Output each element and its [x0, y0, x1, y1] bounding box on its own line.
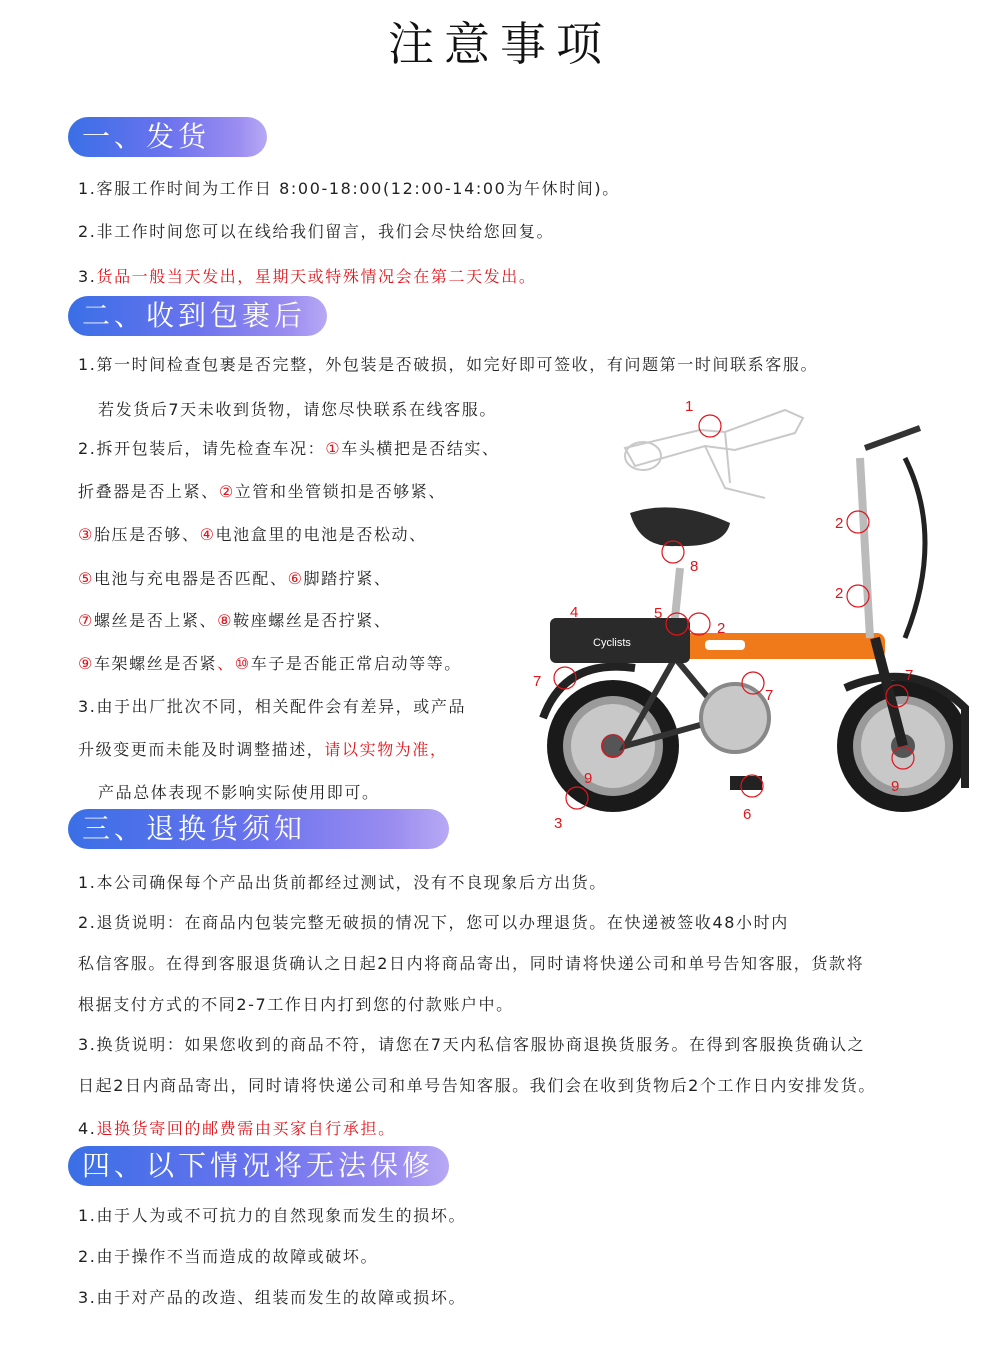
circle-num-1: ①: [325, 439, 342, 458]
bike-svg: [525, 388, 985, 838]
returns-line-7-num: 4.: [78, 1119, 97, 1138]
returns-line-5: 3.换货说明：如果您收到的商品不符，请您在7天内私信客服协商退换货服务。在得到客服换货确认之: [78, 1035, 866, 1054]
returns-line-2: 2.退货说明：在商品内包装完整无破损的情况下，您可以办理退货。在快递被签收48小时内: [78, 913, 789, 932]
page-title: 注意事项: [388, 17, 612, 71]
pedal: [730, 776, 762, 790]
shipping-line-2: 2.非工作时间您可以在线给我们留言，我们会尽快给您回复。: [78, 222, 555, 241]
check-item-7: 螺丝是否上紧、: [93, 611, 218, 630]
section-heading-receive: 二、收到包裹后: [68, 296, 327, 336]
section-heading-shipping: 一、发货: [68, 117, 267, 157]
returns-line-7-text: 退换货寄回的邮费需由买家自行承担。: [96, 1119, 396, 1138]
marker-4: 4: [570, 604, 579, 621]
marker-1: 1: [685, 398, 694, 415]
shipping-line-3-num: 3.: [78, 267, 97, 286]
receive-line-2: 若发货后7天未收到货物，请您尽快联系在线客服。: [98, 400, 497, 419]
circle-num-3: ③: [78, 525, 94, 544]
battery-box: [550, 618, 690, 663]
circle-num-10: 、⑩: [217, 654, 251, 673]
circle-num-5: ⑤: [78, 569, 94, 588]
variance-text: 升级变更而未能及时调整描述，: [78, 740, 325, 759]
shipping-line-3-text: 货品一般当天发出，星期天或特殊情况会在第二天发出。: [96, 267, 537, 286]
receive-line-4: [78, 479, 446, 502]
receive-line-7: [78, 608, 392, 631]
check-item-6: 脚踏拧紧、: [303, 569, 392, 588]
check-item-1: 车头横把是否结实、: [341, 439, 500, 458]
returns-line-1: 1.本公司确保每个产品出货前都经过测试，没有不良现象后方出货。: [78, 873, 607, 892]
rear-wheel: [547, 680, 679, 812]
circle-num-4: ④: [199, 525, 216, 544]
check-item-10: 车子是否能正常启动等等。: [250, 654, 462, 673]
warranty-line-1: 1.由于人为或不可抗力的自然现象而发生的损坏。: [78, 1206, 467, 1225]
receive-line-10: [78, 737, 448, 760]
marker-9a: 9: [584, 770, 593, 787]
shipping-line-1: 1.客服工作时间为工作日 8:00-18:00(12:00-14:00为午休时间)。: [78, 179, 620, 198]
circle-num-7: ⑦: [78, 611, 94, 630]
marker-7c: 7: [905, 667, 914, 684]
marker-7b: 7: [765, 687, 774, 704]
receive-line-6: [78, 566, 392, 589]
receive-line-3: [78, 436, 500, 459]
receive-line-1: 1.第一时间检查包裹是否完整，外包装是否破损，如完好即可签收，有问题第一时间联系客服。: [78, 355, 819, 374]
bike-illustration: [525, 388, 985, 838]
circle-num-9: ⑨: [78, 654, 94, 673]
check-item-8: 鞍座螺丝是否拧紧、: [233, 611, 392, 630]
check-item-2: 立管和坐管锁扣是否够紧、: [234, 482, 446, 501]
variance-red: 请以实物为准，: [324, 740, 448, 759]
check-item-1b: 折叠器是否上紧、: [78, 482, 219, 501]
shipping-line-3: [78, 264, 536, 287]
warranty-line-2: 2.由于操作不当而造成的故障或破坏。: [78, 1247, 379, 1266]
section-heading-no-warranty: 四、以下情况将无法保修: [68, 1146, 449, 1186]
chainring: [701, 684, 769, 752]
receive-line-8: [78, 651, 462, 674]
marker-8: 8: [690, 558, 699, 575]
check-intro: 2.拆开包装后，请先检查车况：: [78, 439, 326, 458]
receive-line-5: [78, 522, 427, 545]
circle-num-2: ②: [218, 482, 235, 501]
check-item-5: 电池与充电器是否匹配、: [93, 569, 288, 588]
marker-9b: 9: [891, 778, 900, 795]
returns-line-4: 根据支付方式的不同2-7工作日内打到您的付款账户中。: [78, 995, 514, 1014]
handlebar-sketch: [625, 410, 803, 498]
check-item-9: 车架螺丝是否紧: [93, 654, 218, 673]
returns-line-7: [78, 1116, 396, 1139]
returns-line-6: 日起2日内商品寄出，同时请将快递公司和单号告知客服。我们会在收到货物后2个工作日内安排发货。: [78, 1076, 876, 1095]
check-item-4: 电池盒里的电池是否松动、: [215, 525, 427, 544]
brand-label: Cyclists: [593, 637, 631, 649]
returns-line-3: 私信客服。在得到客服退货确认之日起2日内将商品寄出，同时请将快递公司和单号告知客服，货款将: [78, 954, 865, 973]
receive-line-9: 3.由于出厂批次不同，相关配件会有差异，或产品: [78, 697, 467, 716]
marker-2b: 2: [835, 585, 844, 602]
marker-5: 5: [654, 605, 663, 622]
marker-2a: 2: [835, 515, 844, 532]
warranty-line-3: 3.由于对产品的改造、组装而发生的故障或损坏。: [78, 1288, 467, 1307]
check-item-3: 胎压是否够、: [93, 525, 200, 544]
section-heading-returns: 三、退换货须知: [68, 809, 449, 849]
circle-num-8: ⑧: [217, 611, 234, 630]
marker-3: 3: [554, 815, 563, 832]
marker-6: 6: [743, 806, 752, 823]
marker-2c: 2: [717, 620, 726, 637]
marker-7a: 7: [533, 673, 542, 690]
circle-num-6: ⑥: [287, 569, 304, 588]
receive-line-11: 产品总体表现不影响实际使用即可。: [98, 783, 380, 802]
seat: [630, 507, 730, 546]
